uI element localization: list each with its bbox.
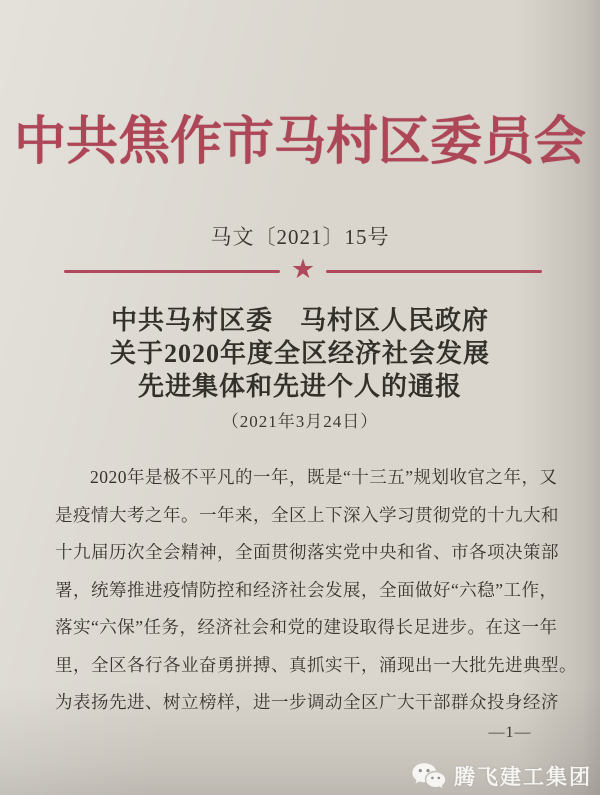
org-header-title: 中共焦作市马村区委员会 (13, 114, 586, 171)
body-line-4: 署，统筹推进疫情防控和经济社会发展，全面做好“六稳”工作， (55, 579, 558, 600)
body-line-3: 十九届历次全会精神，全面贯彻落实党中央和省、市各项决策部 (55, 542, 559, 562)
body-line-1: 2020年是极不平凡的一年，既是“十三五”规划收官之年，又 (90, 467, 558, 487)
doc-title-line-3: 先进集体和先进个人的通报 (137, 372, 462, 401)
body-paragraph (55, 459, 577, 722)
doc-title (0, 304, 600, 403)
doc-title-line-2: 关于2020年度全区经济社会发展 (109, 339, 490, 368)
body-line-6: 里，全区各行各业奋勇拼搏、真抓实干，涌现出一大批先进典型。 (55, 654, 577, 675)
divider-line-left (64, 270, 280, 273)
divider-line-right (326, 270, 542, 273)
doc-number: 马文〔2021〕15号 (210, 225, 390, 249)
red-divider (64, 254, 542, 285)
doc-title-line-1: 中共马村区委 马村区人民政府 (110, 306, 489, 335)
body-line-5: 落实“六保”任务，经济社会和党的建设取得长足进步。在这一年 (55, 617, 558, 637)
body-line-7: 为表扬先进、树立榜样，进一步调动全区广大干部群众投身经济 (55, 692, 559, 712)
wechat-icon (411, 761, 447, 791)
watermark (411, 761, 592, 791)
doc-date: （2021年3月24日） (221, 412, 379, 431)
watermark-label: 腾飞建工集团 (454, 766, 592, 789)
body-line-2: 是疫情大考之年。一年来，全区上下深入学习贯彻党的十九大和 (55, 504, 559, 525)
page-number: —1— (488, 724, 532, 741)
star-icon: ★ (290, 254, 316, 285)
